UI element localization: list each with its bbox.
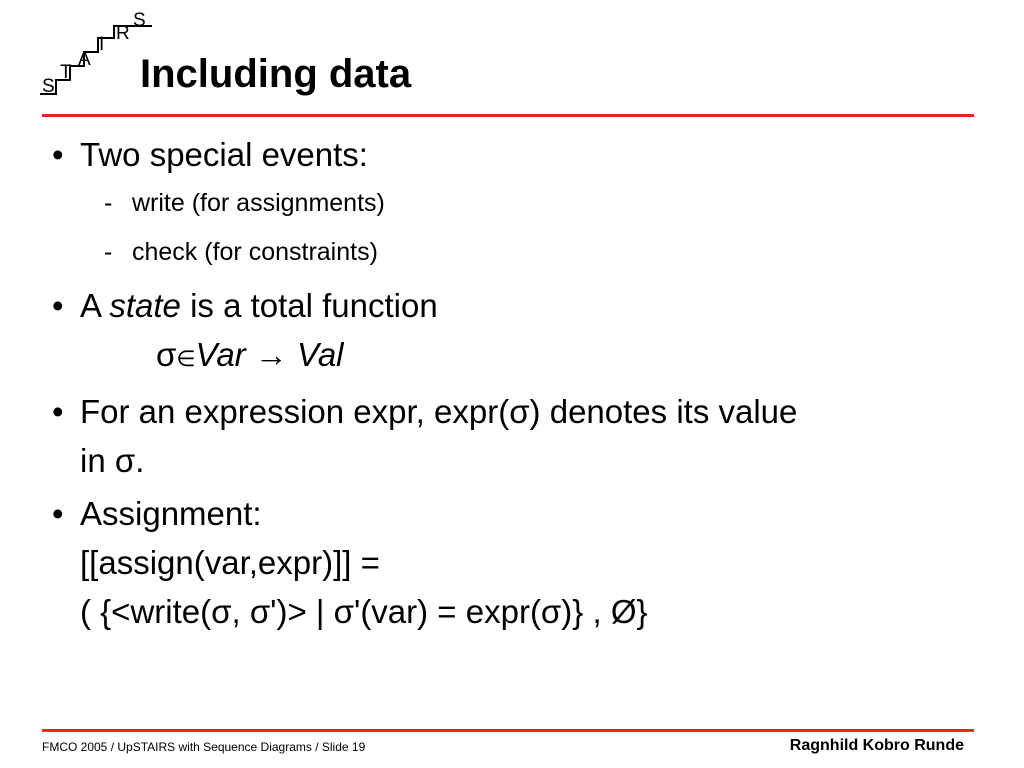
bullet-icon: • [52,136,64,173]
logo-letter-r: R [116,23,130,44]
subbullet-text: write (for assignments) [132,189,385,217]
bullet-special-events [52,130,972,179]
upstairs-logo [36,8,156,100]
logo-letter-t: T [60,62,72,83]
logo-letter-a: A [78,49,91,70]
subbullet-write [52,179,972,228]
bullet-text: Two special events: [80,136,368,173]
dash-icon: - [104,238,113,266]
bullet-text-line1: Assignment: [80,495,262,532]
bullet-assignment [52,489,972,636]
dash-icon: - [104,189,113,217]
footer-slide-info: FMCO 2005 / UpSTAIRS with Sequence Diagrams / Slide 19 [42,740,366,754]
sigma-symbol: σ [156,336,177,373]
bullet-text-pre: A [80,287,110,324]
bullet-icon: • [52,495,64,532]
footer-author: Ragnhild Kobro Runde [789,737,964,754]
logo-letter-s1: S [42,76,55,97]
logo-letter-s2: S [133,10,146,31]
bullet-text-line3: ( {<write(σ, σ')> | σ'(var) = expr(σ)} , Ø} [80,593,648,630]
bullet-expression [52,387,972,485]
bullet-text-line1: For an expression expr, expr(σ) denotes its value [80,393,798,430]
val-text: Val [297,336,344,373]
bullet-text-post: is a total function [180,287,438,324]
bullet-icon: • [52,393,64,430]
footer-divider [42,729,974,732]
state-formula [80,330,972,383]
bullet-text-line2: in σ. [80,442,145,479]
bullet-state [52,281,972,383]
slide-body [52,130,972,636]
logo-letter-i: I [99,34,105,55]
subbullet-text: check (for constraints) [132,238,378,266]
slide-title: Including data [140,52,412,96]
arrow-symbol: → [245,336,298,373]
bullet-text-line2: [[assign(var,expr)]] = [80,544,380,581]
title-divider [42,114,974,117]
bullet-icon: • [52,287,64,324]
var-text: Var [195,336,246,373]
element-of-symbol: ∈ [176,346,196,371]
bullet-text-em: state [109,287,181,324]
subbullet-check [52,228,972,277]
